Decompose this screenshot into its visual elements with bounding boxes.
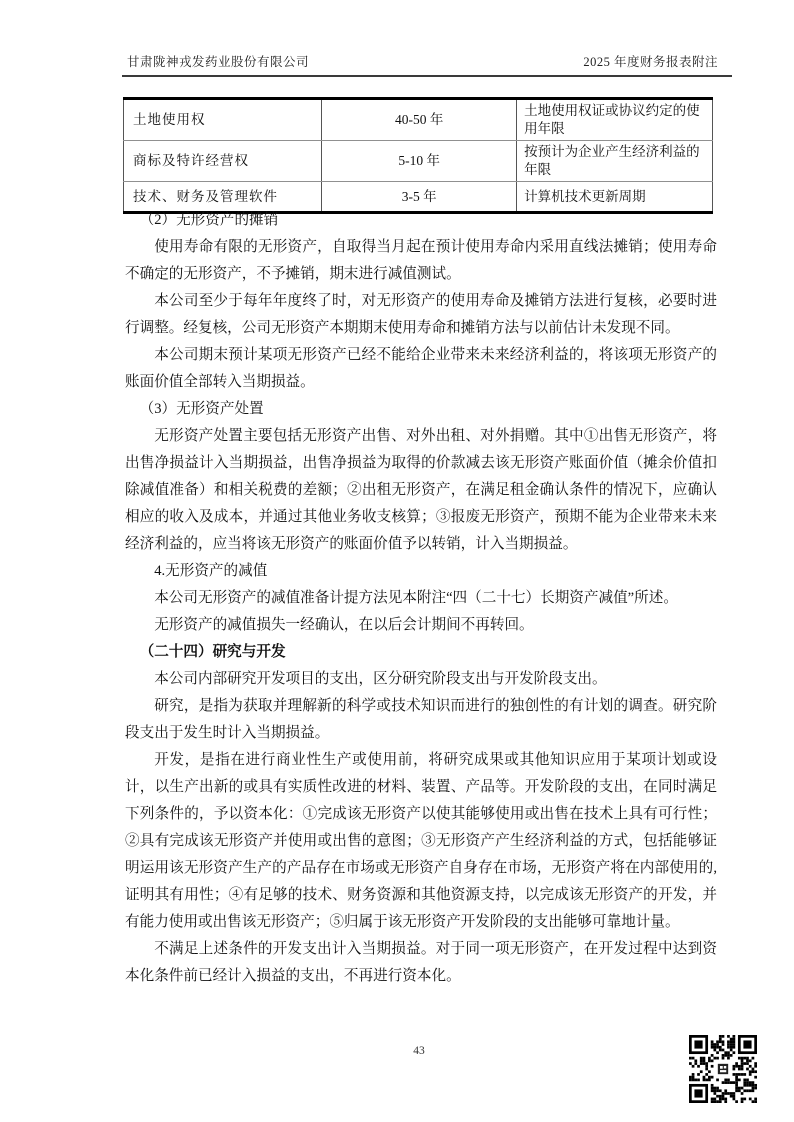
- subheading-impairment: 4.无形资产的减值: [154, 563, 268, 579]
- paragraph: 本公司内部研究开发项目的支出，区分研究阶段支出与开发阶段支出。: [154, 671, 607, 687]
- paragraph: 本公司无形资产的减值准备计提方法见本附注“四（二十七）长期资产减值”所述。: [154, 590, 678, 606]
- basis-cell: 按预计为企业产生经济利益的年限: [517, 141, 713, 182]
- asset-name-cell: 技术、财务及管理软件: [124, 182, 322, 213]
- table-row: [124, 141, 713, 182]
- asset-name-cell: 土地使用权: [124, 99, 322, 141]
- paragraph: 研究，是指为获取并理解新的科学或技术知识而进行的独创性的有计划的调查。研究阶段支出于发生时计入当期损益。: [125, 698, 717, 741]
- paragraph: 本公司期末预计某项无形资产已经不能给企业带来未来经济利益的，将该项无形资产的账面价值全部转入当期损益。: [125, 347, 717, 390]
- document-body: [125, 207, 717, 990]
- qr-code: [689, 1035, 757, 1103]
- paragraph: 使用寿命有限的无形资产，自取得当月起在预计使用寿命内采用直线法摊销；使用寿命不确定的无形资产，不予摊销，期末进行减值测试。: [125, 239, 717, 282]
- table-row: [124, 99, 713, 141]
- page-header: [122, 52, 732, 77]
- header-company-name: 甘肃陇神戎发药业股份有限公司: [127, 55, 310, 69]
- useful-life-table: [123, 97, 713, 214]
- useful-life-cell: 3-5 年: [322, 182, 517, 213]
- paragraph: 无形资产处置主要包括无形资产出售、对外出租、对外捐赠。其中①出售无形资产，将出售净损益计入当期损益，出售净损益为取得的价款减去该无形资产账面价值（摊余价值扣除减值准备）和相关税费的差额；②出租无形资产，在满足租金确认条件的情况下，应确认相应的收入及成本，并通过其他业务收支核算；③报废无形资产，预期不能为企业带来未来经济利益的，应当将该无形资产的账面价值予以转销，计入当期损益。: [125, 428, 717, 552]
- page-footer: [123, 1045, 715, 1057]
- section-heading-r-and-d: （二十四）研究与开发: [139, 644, 286, 660]
- subheading-amortization: （2）无形资产的摊销: [139, 212, 279, 228]
- basis-cell: 土地使用权证或协议约定的使用年限: [517, 99, 713, 141]
- useful-life-cell: 5-10 年: [322, 141, 517, 182]
- paragraph: 开发，是指在进行商业性生产或使用前，将研究成果或其他知识应用于某项计划或设计，以生产出新的或具有实质性改进的材料、装置、产品等。开发阶段的支出，在同时满足下列条件的，予以资本化：①完成该无形资产以使其能够使用或出售在技术上具有可行性；②具有完成该无形资产并使用或出售的意图；③无形资产产生经济利益的方式，包括能够证明运用该无形资产生产的产品存在市场或无形资产自身存在市场，无形资产将在内部使用的,证明其有用性；④有足够的技术、财务资源和其他资源支持，以完成该无形资产的开发，并有能力使用或出售该无形资产；⑤归属于该无形资产开发阶段的支出能够可靠地计量。: [125, 752, 717, 930]
- subheading-disposal: （3）无形资产处置: [139, 401, 264, 417]
- useful-life-cell: 40-50 年: [322, 99, 517, 141]
- basis-cell: 计算机技术更新周期: [517, 182, 713, 213]
- asset-name-cell: 商标及特许经营权: [124, 141, 322, 182]
- header-doc-title: 2025 年度财务报表附注: [583, 55, 718, 69]
- paragraph: 本公司至少于每年年度终了时，对无形资产的使用寿命及摊销方法进行复核，必要时进行调整。经复核，公司无形资产本期期末使用寿命和摊销方法与以前估计未发现不同。: [125, 293, 717, 336]
- paragraph: 无形资产的减值损失一经确认，在以后会计期间不再转回。: [154, 617, 534, 633]
- page-number: 43: [413, 1045, 425, 1057]
- paragraph: 不满足上述条件的开发支出计入当期损益。对于同一项无形资产，在开发过程中达到资本化条件前已经计入损益的支出，不再进行资本化。: [125, 941, 717, 984]
